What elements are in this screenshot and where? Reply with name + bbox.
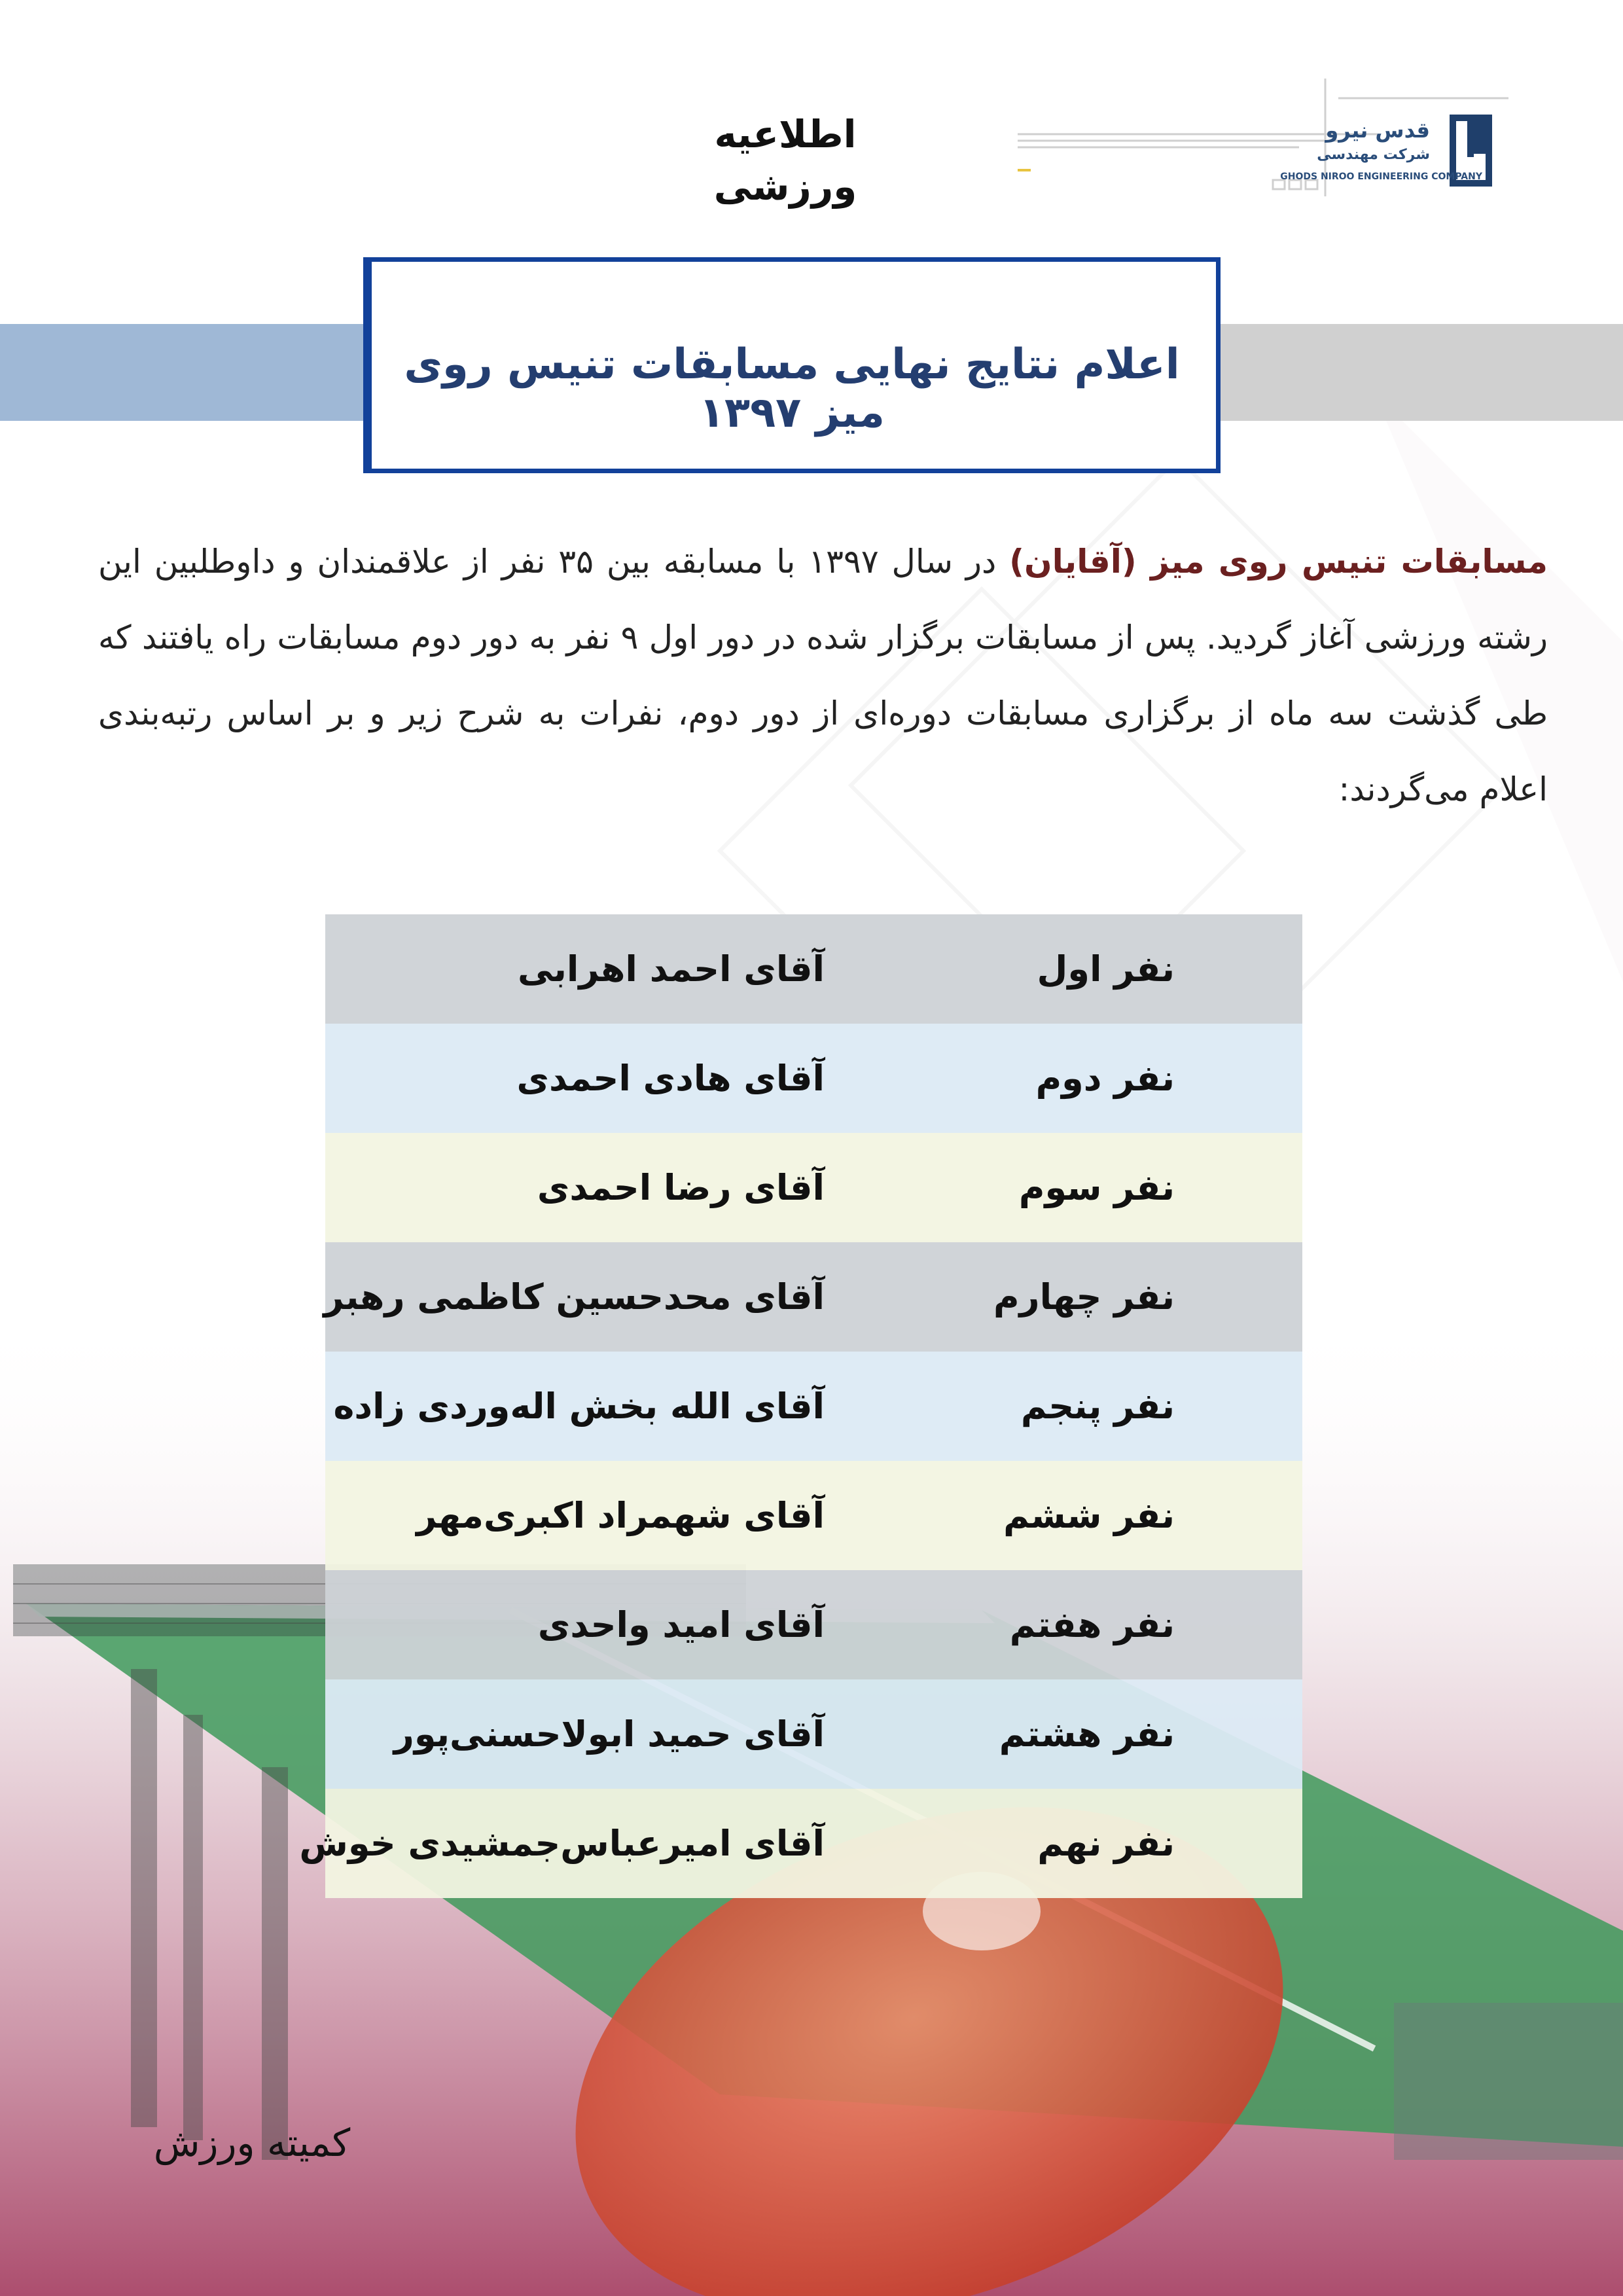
result-name: آقای الله بخش اله‌وردی زاده: [333, 1386, 825, 1427]
result-name: آقای شهمراد اکبری‌مهر: [416, 1495, 825, 1536]
intro-paragraph: [98, 524, 1548, 827]
logo-name-en: GHODS NIROO ENGINEERING COMPANY: [1280, 171, 1482, 182]
result-rank: نفر هشتم: [999, 1713, 1175, 1755]
title-box: [363, 257, 1221, 473]
signature: کمیته ورزش: [153, 2121, 351, 2165]
result-row: [325, 1133, 1302, 1242]
result-rank: نفر اول: [1037, 948, 1175, 990]
title-band-left: [0, 324, 366, 421]
page-title: اطلاعیه ورزشی: [713, 112, 857, 209]
result-rank: نفر هفتم: [1009, 1604, 1175, 1645]
intro-text: در سال ۱۳۹۷ با مسابقه بین ۳۵ نفر از علاقمندان و داوطلبین این رشته ورزشی آغاز گردید. پس از مسابقات برگزار شده در دور اول ۹ نفر به دور دوم مسابقات راه یافتند که طی گذشت سه ماه از برگزاری مسابقات دوره‌ای از دور دوم، نفرات به شرح زیر و بر اساس رتبه‌بندی اعلام می‌گردند:: [98, 543, 1548, 808]
logo-name-fa: قدس نیرو: [1325, 118, 1430, 143]
result-name: آقای حمید ابولاحسنی‌پور: [393, 1713, 825, 1755]
result-rank: نفر نهم: [1037, 1823, 1175, 1864]
result-rank: نفر چهارم: [993, 1276, 1175, 1318]
result-row: [325, 1242, 1302, 1352]
result-row: [325, 1461, 1302, 1570]
result-rank: نفر دوم: [1035, 1058, 1175, 1099]
result-name: آقای امید واحدی: [537, 1604, 825, 1645]
banner-title: اعلام نتایج نهایی مسابقات تنیس روی میز ۱۳۹۷: [404, 340, 1180, 437]
result-row: [325, 1570, 1302, 1679]
result-row: [325, 1352, 1302, 1461]
result-rank: نفر پنجم: [1020, 1386, 1175, 1427]
result-row: [325, 1679, 1302, 1789]
result-row: [299, 1789, 1302, 1898]
result-name: آقای رضا احمدی: [537, 1167, 825, 1208]
result-name: آقای هادی احمدی: [516, 1058, 825, 1099]
result-name: آقای محدحسین کاظمی رهبر: [323, 1276, 825, 1318]
intro-highlight: مسابقات تنیس روی میز (آقایان): [1009, 543, 1548, 581]
logo-graphic: [1011, 72, 1535, 203]
title-band-right: [1217, 324, 1623, 421]
result-name: آقای امیرعباس‌جمشیدی خوش: [299, 1823, 825, 1864]
logo-subtitle-fa: شرکت مهندسی: [1317, 147, 1430, 163]
result-row: [325, 914, 1302, 1024]
company-logo: [1011, 72, 1535, 203]
results-table: [299, 914, 1302, 1898]
result-rank: نفر ششم: [1003, 1495, 1175, 1536]
result-row: [325, 1024, 1302, 1133]
result-rank: نفر سوم: [1018, 1167, 1175, 1208]
result-name: آقای احمد اهرابی: [517, 948, 825, 990]
